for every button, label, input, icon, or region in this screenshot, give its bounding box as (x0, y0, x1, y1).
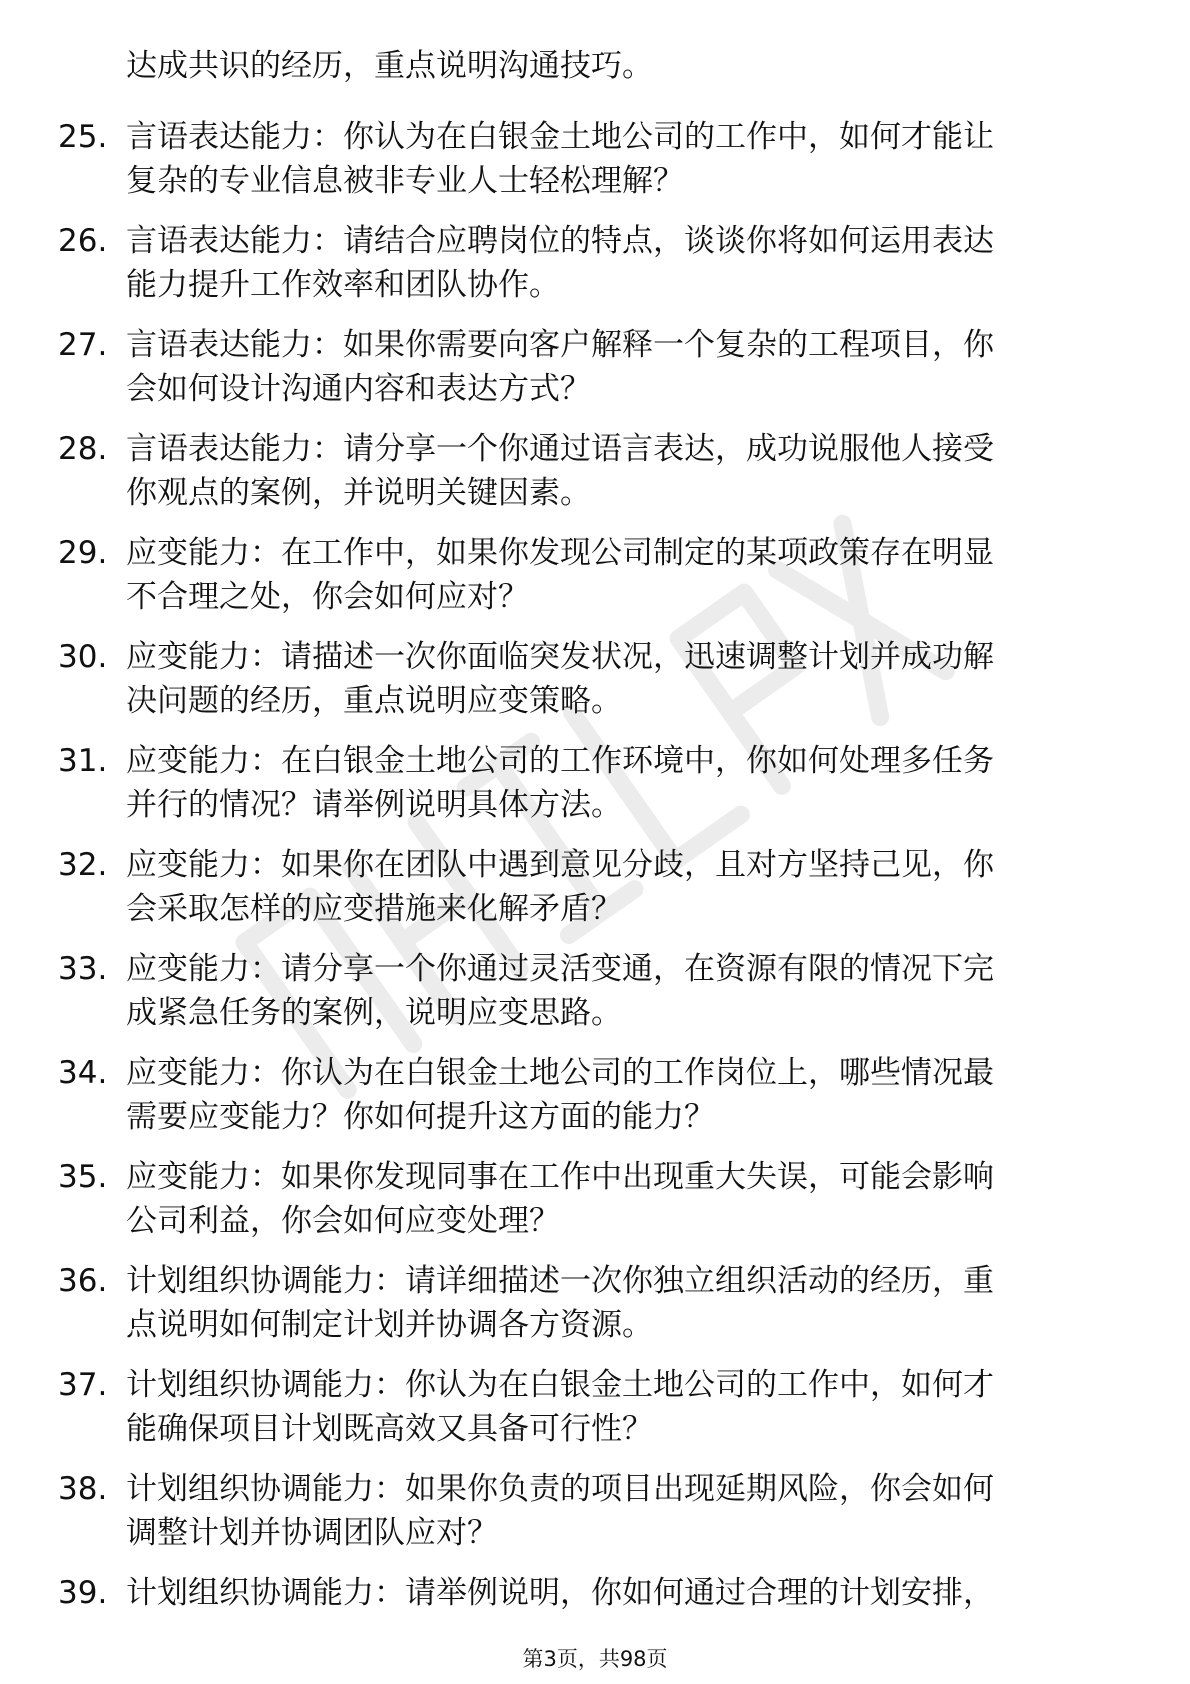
question-text (126, 635, 1116, 723)
question-line: 言语表达能力：如果你需要向客户解释一个复杂的工程项目，你 (126, 327, 994, 363)
question-text (126, 531, 1116, 619)
question-text (126, 1571, 1116, 1615)
question-item (58, 115, 1118, 219)
question-line: 公司利益，你会如何应变处理？ (126, 1203, 560, 1239)
question-item (58, 1155, 1118, 1259)
question-item (58, 1051, 1118, 1155)
question-text (126, 1467, 1116, 1555)
question-line: 能确保项目计划既高效又具备可行性？ (126, 1411, 653, 1447)
question-line: 会采取怎样的应变措施来化解矛盾？ (126, 891, 622, 927)
question-text (126, 219, 1116, 307)
question-line: 调整计划并协调团队应对？ (126, 1515, 498, 1551)
question-item (58, 1259, 1118, 1363)
question-line: 计划组织协调能力：请举例说明，你如何通过合理的计划安排， (126, 1575, 994, 1611)
question-line: 能力提升工作效率和团队协作。 (126, 267, 560, 303)
question-item (58, 1467, 1118, 1571)
question-item (58, 323, 1118, 427)
question-line: 复杂的专业信息被非专业人士轻松理解？ (126, 163, 684, 199)
question-line: 应变能力：你认为在白银金土地公司的工作岗位上，哪些情况最 (126, 1055, 994, 1091)
question-line: 并行的情况？请举例说明具体方法。 (126, 787, 622, 823)
question-text (126, 323, 1116, 411)
question-item (58, 219, 1118, 323)
question-item (58, 427, 1118, 531)
question-number: 36. (58, 1263, 108, 1299)
continuation-text: 达成共识的经历，重点说明沟通技巧。 (126, 48, 653, 84)
question-text (126, 1155, 1116, 1243)
question-line: 应变能力：如果你在团队中遇到意见分歧，且对方坚持己见，你 (126, 847, 994, 883)
question-text (126, 1051, 1116, 1139)
question-number: 30. (58, 639, 108, 675)
question-item (58, 635, 1118, 739)
question-list (58, 115, 1118, 1675)
question-line: 决问题的经历，重点说明应变策略。 (126, 683, 622, 719)
question-item (58, 1363, 1118, 1467)
question-number: 27. (58, 327, 108, 363)
page-footer: 第3页，共98页 (522, 1647, 668, 1671)
question-line: 言语表达能力：请结合应聘岗位的特点，谈谈你将如何运用表达 (126, 223, 994, 259)
question-line: 成紧急任务的案例，说明应变思路。 (126, 995, 622, 1031)
question-line: 言语表达能力：你认为在白银金土地公司的工作中，如何才能让 (126, 119, 994, 155)
question-line: 应变能力：请描述一次你面临突发状况，迅速调整计划并成功解 (126, 639, 994, 675)
question-number: 26. (58, 223, 108, 259)
question-line: 计划组织协调能力：如果你负责的项目出现延期风险，你会如何 (126, 1471, 994, 1507)
question-line: 应变能力：在白银金土地公司的工作环境中，你如何处理多任务 (126, 743, 994, 779)
question-text (126, 115, 1116, 203)
question-number: 32. (58, 847, 108, 883)
question-text (126, 843, 1116, 931)
question-item (58, 843, 1118, 947)
question-line: 言语表达能力：请分享一个你通过语言表达，成功说服他人接受 (126, 431, 994, 467)
question-line: 你观点的案例，并说明关键因素。 (126, 475, 591, 511)
question-number: 38. (58, 1471, 108, 1507)
question-line: 应变能力：请分享一个你通过灵活变通，在资源有限的情况下完 (126, 951, 994, 987)
question-text (126, 947, 1116, 1035)
question-item (58, 531, 1118, 635)
question-line: 不合理之处，你会如何应对？ (126, 579, 529, 615)
question-number: 25. (58, 119, 108, 155)
question-item (58, 947, 1118, 1051)
question-line: 应变能力：在工作中，如果你发现公司制定的某项政策存在明显 (126, 535, 994, 571)
question-item (58, 739, 1118, 843)
question-number: 29. (58, 535, 108, 571)
question-number: 31. (58, 743, 108, 779)
question-text (126, 1363, 1116, 1451)
question-line: 会如何设计沟通内容和表达方式？ (126, 371, 591, 407)
question-line: 计划组织协调能力：你认为在白银金土地公司的工作中，如何才 (126, 1367, 994, 1403)
question-number: 35. (58, 1159, 108, 1195)
question-number: 34. (58, 1055, 108, 1091)
question-text (126, 427, 1116, 515)
question-line: 点说明如何制定计划并协调各方资源。 (126, 1307, 653, 1343)
question-line: 应变能力：如果你发现同事在工作中出现重大失误，可能会影响 (126, 1159, 994, 1195)
question-line: 需要应变能力？你如何提升这方面的能力？ (126, 1099, 715, 1135)
question-number: 37. (58, 1367, 108, 1403)
question-number: 39. (58, 1575, 108, 1611)
question-number: 33. (58, 951, 108, 987)
question-text (126, 1259, 1116, 1347)
question-line: 计划组织协调能力：请详细描述一次你独立组织活动的经历，重 (126, 1263, 994, 1299)
question-text (126, 739, 1116, 827)
question-number: 28. (58, 431, 108, 467)
